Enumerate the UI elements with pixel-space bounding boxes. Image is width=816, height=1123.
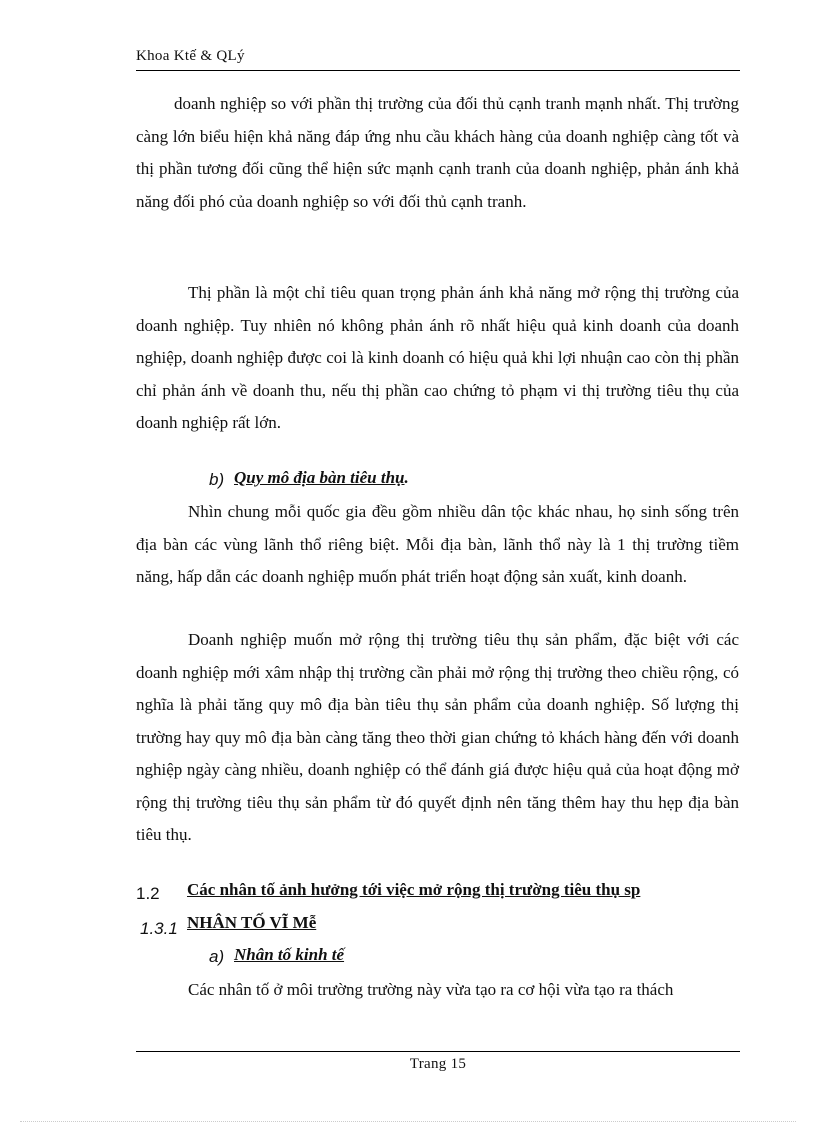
paragraph-regional-markets: Nhìn chung mỗi quốc gia đều gồm nhiều dân tộc khác nhau, họ sinh sống trên địa bàn các vùng lãnh thổ riêng biệt. Mỗi địa bàn, lãnh thổ này là 1 thị trường tiềm năng, hấp dẫn các doanh nghiệp muốn phát triển hoạt động sản xuất, kinh doanh. <box>136 502 739 586</box>
section-number-1-3-1: 1.3.1 <box>140 919 178 938</box>
section-a-title: Nhân tố kinh tế <box>234 945 345 964</box>
paragraph-market-share-indicator: Thị phần là một chỉ tiêu quan trọng phản ánh khả năng mở rộng thị trường của doanh nghiệp. Tuy nhiên nó không phản ánh rõ nhất hiệu quả kinh doanh của doanh nghiệp, doanh nghiệp được coi là kinh doanh có hiệu quả khi lợi nhuận cao còn thị phần chỉ phản ánh về doanh thu, nếu thị phần cao chứng tỏ phạm vi thị trường tiêu thụ của doanh nghiệp rất lớn. <box>136 283 739 432</box>
section-a-letter: a) <box>209 947 225 966</box>
page-number: Trang 15 <box>409 1056 467 1072</box>
footer-rule <box>136 1051 740 1052</box>
page-bottom-edge <box>20 1121 796 1122</box>
paragraph-economic-factors: Các nhân tố ở môi trường trường này vừa tạo ra cơ hội vừa tạo ra thách <box>188 980 674 999</box>
section-b-period: . <box>404 468 409 487</box>
section-b-heading <box>234 468 409 488</box>
paragraph-market-expansion: Doanh nghiệp muốn mở rộng thị trường tiêu thụ sản phẩm, đặc biệt với các doanh nghiệp mới xâm nhập thị trường cần phải mở rộng thị trường theo chiều rộng, có nghĩa là phải tăng quy mô địa bàn tiêu thụ sản phẩm của doanh nghiệp. Số lượng thị trường hay quy mô địa bàn càng tăng theo thời gian chứng tỏ khách hàng đến với doanh nghiệp ngày càng nhiều, doanh nghiệp có thể đánh giá được hiệu quả của hoạt động mở rộng thị trường tiêu thụ sản phẩm từ đó quyết định nên tăng thêm hay thu hẹp địa bàn tiêu thụ. <box>136 630 739 844</box>
paragraph-market-share-intro: doanh nghiệp so với phần thị trường của đối thủ cạnh tranh mạnh nhất. Thị trường càng lớn biểu hiện khả năng đáp ứng nhu cầu khách hàng của doanh nghiệp càng tốt và thị phần tương đối cũng thể hiện sức mạnh cạnh tranh của doanh nghiệp, phản ánh khả năng đối phó của doanh nghiệp so với đối thủ cạnh tranh. <box>136 94 739 211</box>
section-b-title: Quy mô địa bàn tiêu thụ <box>234 468 405 487</box>
section-b-letter: b) <box>209 470 225 489</box>
section-heading-1-2: Các nhân tố ảnh hưởng tới việc mở rộng thị trường tiêu thụ sp <box>187 880 641 899</box>
page-header: Khoa Ktế & QLý <box>136 48 245 64</box>
section-number-1-2: 1.2 <box>136 884 160 903</box>
header-rule <box>136 70 740 71</box>
section-heading-1-3-1: NHÂN TỐ VĨ Mễ <box>187 913 317 932</box>
